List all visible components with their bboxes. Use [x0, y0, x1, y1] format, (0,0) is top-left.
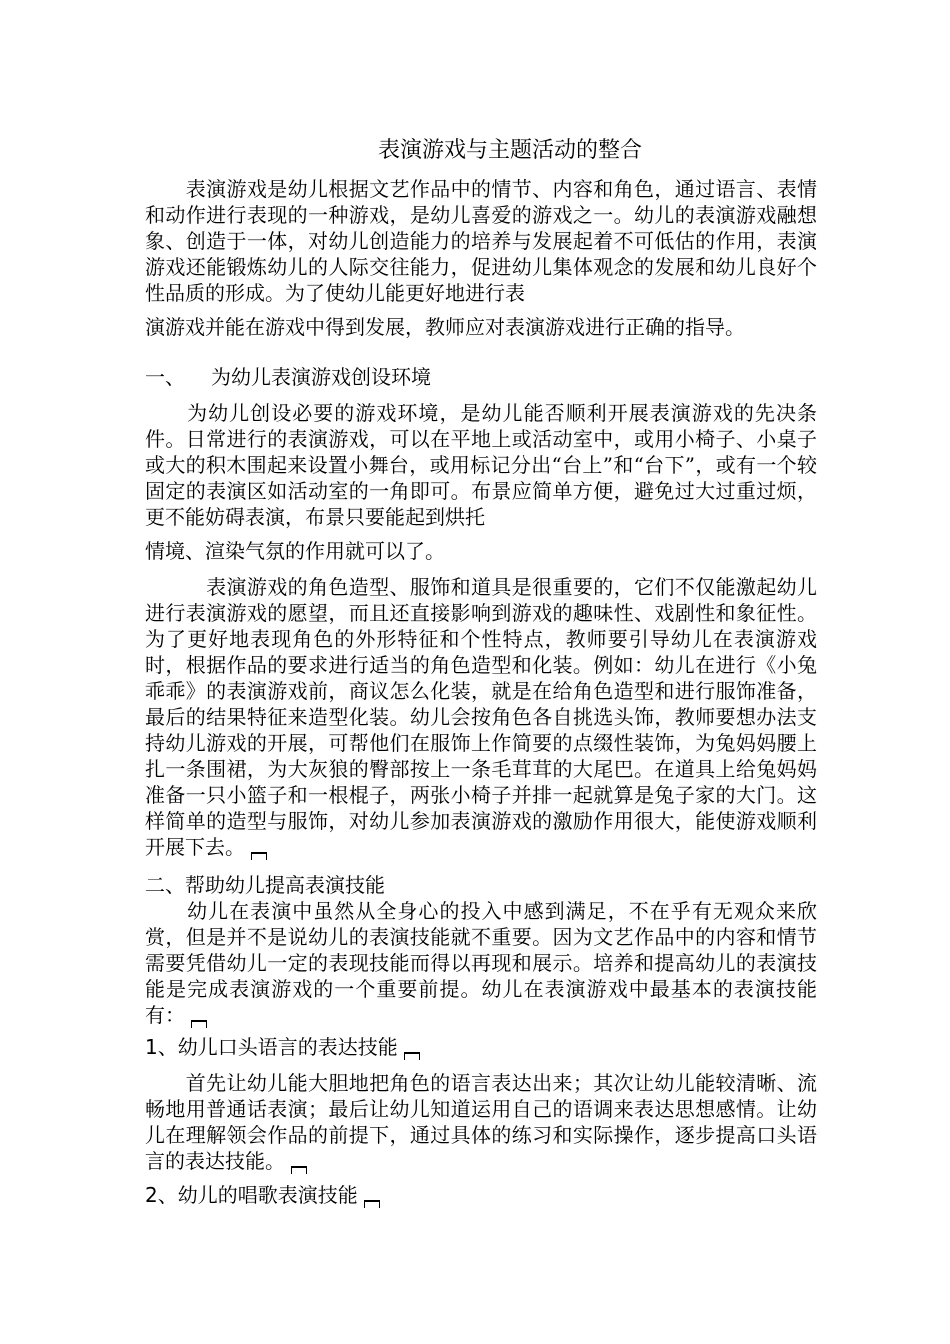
- subsection1-paragraph: [145, 1070, 817, 1174]
- intro-paragraph-end: 演游戏并能在游戏中得到发展，教师应对表演游戏进行正确的指导。: [145, 315, 745, 339]
- section1-paragraph-1-end: 情境、渲染气氛的作用就可以了。: [145, 539, 445, 563]
- paragraph-mark-icon: [251, 852, 267, 860]
- section2-heading: 二、帮助幼儿提高表演技能: [145, 873, 385, 897]
- subsection1-paragraph-text: 首先让幼儿能大胆地把角色的语言表达出来；其次让幼儿能较清晰、流畅地用普通话表演；最后让幼儿知道运用自己的语调来表达思想感情。让幼儿在理解领会作品的前提下，通过具体的练习和实际操作，逐步提高口头语言的表达技能。: [145, 1071, 817, 1173]
- paragraph-mark-icon: [191, 1020, 207, 1028]
- section2-paragraph-1: [145, 898, 817, 1028]
- section1-heading-text: 为幼儿表演游戏创设环境: [211, 365, 431, 389]
- document-title: 表演游戏与主题活动的整合: [377, 138, 642, 163]
- paragraph-mark-icon: [364, 1200, 380, 1208]
- intro-paragraph: 表演游戏是幼儿根据文艺作品中的情节、内容和角色，通过语言、表情和动作进行表现的一种游戏，是幼儿喜爱的游戏之一。幼儿的表演游戏融想象、创造于一体，对幼儿创造能力的培养与发展起着不可低估的作用，表演游戏还能锻炼幼儿的人际交往能力，促进幼儿集体观念的发展和幼儿良好个性品质的形成。为了使幼儿能更好地进行表: [145, 177, 817, 305]
- section2-paragraph-1-text: 幼儿在表演中虽然从全身心的投入中感到满足，不在乎有无观众来欣赏，但是并不是说幼儿的表演技能就不重要。因为文艺作品中的内容和情节需要凭借幼儿一定的表现技能而得以再现和展示。培养和提高幼儿的表演技能是完成表演游戏的一个重要前提。幼儿在表演游戏中最基本的表演技能有：: [145, 899, 817, 1027]
- subsection1-heading-text: 1、幼儿口头语言的表达技能: [145, 1035, 398, 1059]
- section1-paragraph-1: 为幼儿创设必要的游戏环境，是幼儿能否顺利开展表演游戏的先决条件。日常进行的表演游戏，可以在平地上或活动室中，或用小椅子、小桌子或大的积木围起来设置小舞台，或用标记分出“台上”和“台下”，或有一个较固定的表演区如活动室的一角即可。布景应简单方便，避免过大过重过烦，更不能妨碍表演，布景只要能起到烘托: [145, 401, 817, 529]
- subsection2-heading-text: 2、幼儿的唱歌表演技能: [145, 1183, 358, 1207]
- section1-paragraph-2: [145, 574, 817, 860]
- paragraph-mark-icon: [291, 1166, 307, 1174]
- section1-paragraph-2-text: 表演游戏的角色造型、服饰和道具是很重要的，它们不仅能激起幼儿进行表演游戏的愿望，而且还直接影响到游戏的趣味性、戏剧性和象征性。为了更好地表现角色的外形特征和个性特点，教师要引导幼儿在表演游戏时，根据作品的要求进行适当的角色造型和化装。例如：幼儿在进行《小兔乖乖》的表演游戏前，商议怎么化装，就是在给角色造型和进行服饰准备，最后的结果特征来造型化装。幼儿会按角色各自挑选头饰，教师要想办法支持幼儿游戏的开展，可帮他们在服饰上作简要的点缀性装饰，为兔妈妈腰上扎一条围裙，为大灰狼的臀部按上一条毛茸茸的大尾巴。在道具上给兔妈妈准备一只小篮子和一根棍子，两张小椅子并排一起就算是兔子家的大门。这样简单的造型与服饰，对幼儿参加表演游戏的激励作用很大，能使游戏顺利开展下去。: [145, 575, 817, 859]
- section1-heading: [145, 364, 431, 390]
- subsection1-heading: [145, 1034, 420, 1060]
- paragraph-mark-icon: [404, 1052, 420, 1060]
- section1-number: 一、: [145, 365, 185, 389]
- subsection2-heading: [145, 1182, 380, 1208]
